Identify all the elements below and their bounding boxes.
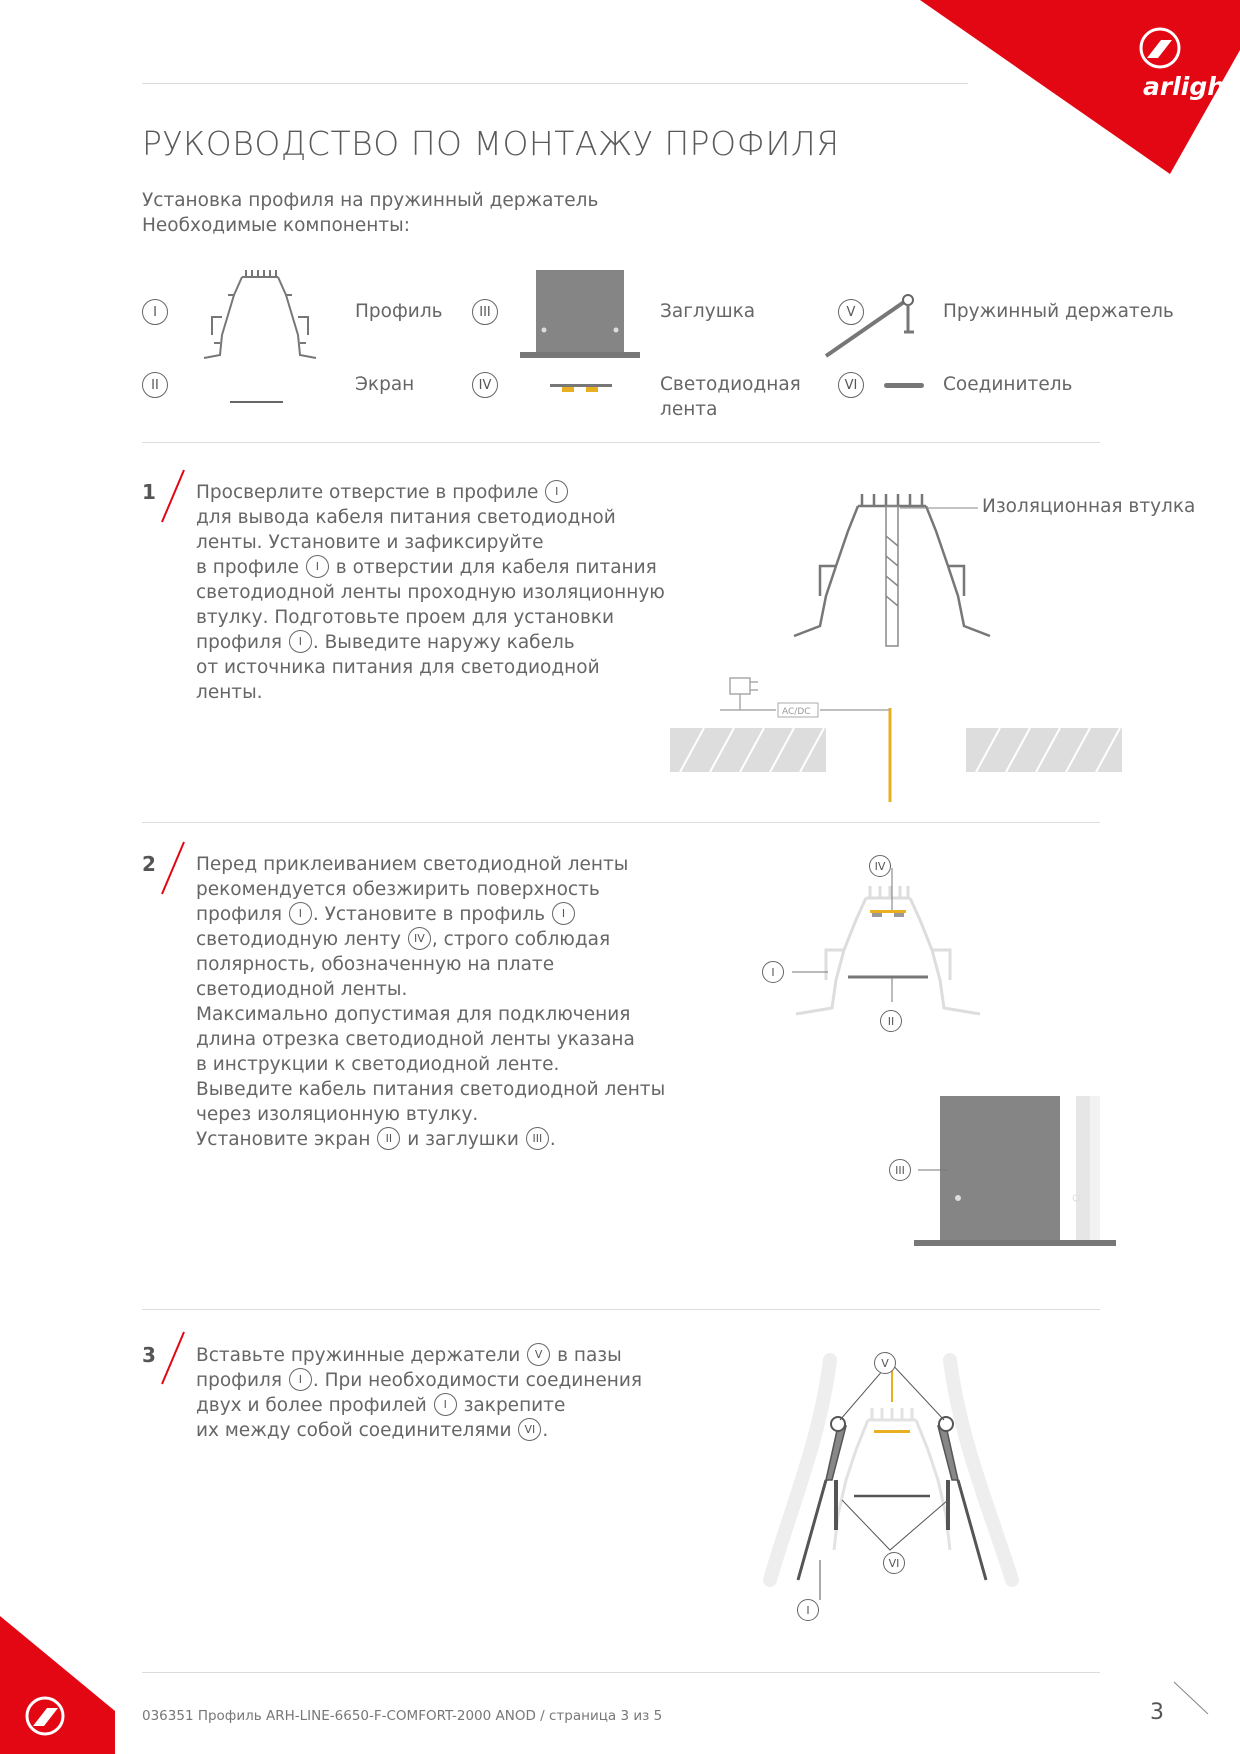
step-slash-icon: [160, 1330, 186, 1386]
section-rule: [142, 822, 1100, 823]
page-corner-slash-icon: [1172, 1680, 1212, 1716]
led-strip-icon: [550, 380, 612, 396]
top-rule: [142, 83, 968, 84]
end-cap-icon: [520, 268, 640, 362]
connector-icon: [884, 383, 924, 388]
ref-screen: II: [377, 1127, 400, 1150]
diagram-label-iii: III: [889, 1159, 911, 1181]
step-2-text: Перед приклеиванием светодиодной ленты рекомендуется обезжирить поверхность профиля I . Установите в профиль I светодиодную ленту IV , строго соблюдая полярность, обозначенную на плате светодиодной ленты. Максимально допустимая для подключения длина отрезка светодиодной ленты указана в инструкции к светодиодной ленте. Выведите кабель питания светодиодной ленты через изоляционную втулку. Установите экран II и заглушки III .: [196, 854, 666, 1150]
component-num-ii: II: [142, 372, 168, 398]
ref-connector: VI: [518, 1418, 541, 1441]
ref-profile: I: [306, 555, 329, 578]
component-num-v: V: [838, 299, 864, 325]
step-3-number: 3: [142, 1343, 156, 1367]
callout-insulating-sleeve: Изоляционная втулка: [982, 496, 1196, 517]
ref-spring-holder: V: [527, 1343, 550, 1366]
brand-corner-bottom: [0, 1616, 120, 1754]
ref-led-strip: IV: [408, 927, 431, 950]
step-2-endcap-diagram: [910, 1090, 1170, 1250]
brand-corner-top: [920, 0, 1240, 180]
ref-end-cap: III: [526, 1127, 549, 1150]
diagram-label-vi: VI: [883, 1552, 905, 1574]
page-number: 3: [1150, 1700, 1164, 1725]
diagram-label-i: I: [797, 1599, 819, 1621]
ref-profile: I: [289, 902, 312, 925]
ref-profile: I: [552, 902, 575, 925]
component-label-connector: Соединитель: [943, 374, 1073, 395]
profile-icon: [200, 265, 320, 363]
ref-profile: I: [545, 480, 568, 503]
section-rule: [142, 442, 1100, 443]
step-1-diagram: [660, 486, 1130, 806]
component-num-vi: VI: [838, 372, 864, 398]
subtitle-components: Необходимые компоненты:: [142, 215, 410, 236]
screen-icon: [230, 401, 283, 403]
diagram-label-iv: IV: [869, 855, 891, 877]
component-num-iv: IV: [472, 372, 498, 398]
step-2-number: 2: [142, 852, 156, 876]
component-num-iii: III: [472, 299, 498, 325]
page-title: РУКОВОДСТВО ПО МОНТАЖУ ПРОФИЛЯ: [142, 124, 840, 163]
step-slash-icon: [160, 468, 186, 524]
ref-profile: I: [289, 630, 312, 653]
spring-holder-icon: [822, 290, 918, 362]
component-label-end-cap: Заглушка: [660, 301, 756, 322]
ref-profile: I: [434, 1393, 457, 1416]
diagram-label-ii: II: [880, 1010, 902, 1032]
subtitle-install: Установка профиля на пружинный держатель: [142, 190, 599, 211]
step-slash-icon: [160, 840, 186, 896]
footer-rule: [142, 1672, 1100, 1673]
step-1-number: 1: [142, 480, 156, 504]
acdc-label: AC/DC: [782, 707, 811, 717]
component-label-screen: Экран: [355, 374, 415, 395]
step-1-text: Просверлите отверстие в профиле I для вывода кабеля питания светодиодной ленты. Установите и зафиксируйте в профиле I в отверстии для кабеля питания светодиодной ленты проходную изоляционную втулку. Подготовьте проем для установки профиля I . Выведите наружу кабель от источника питания для светодиодной ленты.: [196, 482, 665, 703]
component-label-led-strip: Светодиодная лента: [660, 374, 801, 420]
component-num-i: I: [142, 299, 168, 325]
footer-text: 036351 Профиль ARH-LINE-6650-F-COMFORT-2000 ANOD / страница 3 из 5: [142, 1708, 663, 1724]
step-3-text: Вставьте пружинные держатели V в пазы профиля I . При необходимости соединения двух и более профилей I закрепите их между собой соединителями VI .: [196, 1345, 642, 1441]
component-label-spring-holder: Пружинный держатель: [943, 301, 1174, 322]
section-rule: [142, 1309, 1100, 1310]
diagram-label-i: I: [762, 961, 784, 983]
ref-profile: I: [289, 1368, 312, 1391]
brand-name: arlight: [1143, 72, 1237, 101]
diagram-label-v: V: [874, 1352, 896, 1374]
component-label-profile: Профиль: [355, 301, 443, 322]
